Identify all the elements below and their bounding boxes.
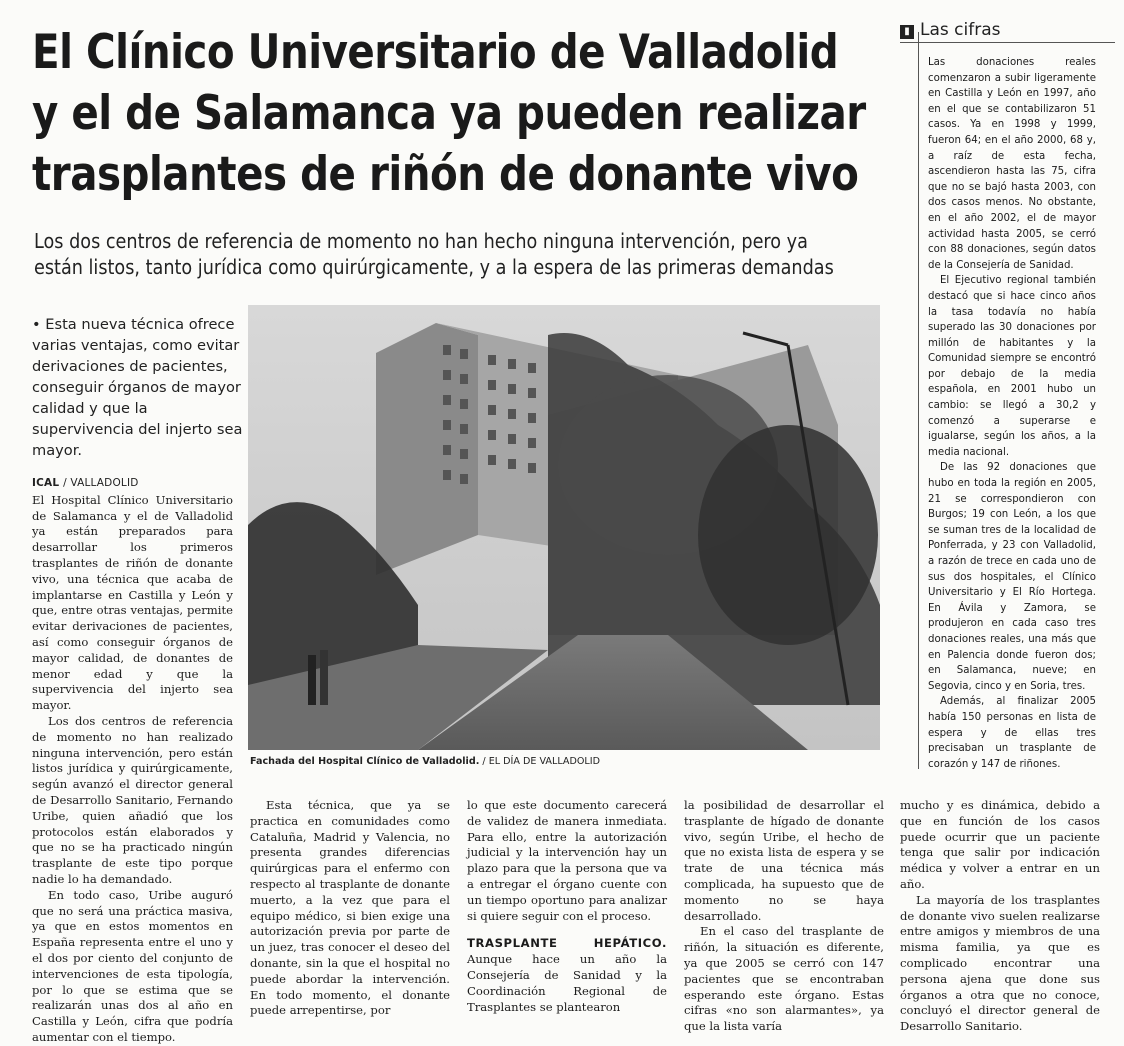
byline-location: / VALLADOLID	[63, 477, 139, 489]
subtitle-line: Los dos centros de referencia de momento no han hecho ninguna intervención, pero ya	[34, 229, 808, 253]
headline	[32, 22, 892, 205]
sidebar-paragraph: Las donaciones reales comenzaron a subir ligeramente en Castilla y León en 1997, año en el que se contabilizaron 51 casos. Ya en 1998 y 1999, fueron 64; en el año 2000, 68 y, a raíz de esta fecha, ascendieron hasta las 75, cifra que no se bajó hasta 2003, con dos casos menos. No obstante, en el año 2002, el de mayor actividad hasta 2005, se cerró con 88 donaciones, según datos de la Consejería de Sanidad.	[928, 57, 1096, 271]
paragraph: La mayoría de los trasplantes de donante vivo suelen realizarse entre amigos y miembros de una misma familia, ya que es complicado encontrar una persona ajena que done sus órganos a otra que no conoce, concluyó el director general de Desarrollo Sanitario.	[900, 892, 1100, 1034]
sidebar-paragraph: Además, al finalizar 2005 había 150 personas en lista de espera y de ellas tres precisaban un trasplante de corazón y 147 de riñones.	[928, 696, 1096, 770]
article-column-4	[684, 798, 884, 1035]
sidebar-divider	[918, 32, 919, 769]
caption-text: Fachada del Hospital Clínico de Valladolid.	[250, 756, 480, 767]
paragraph: mucho y es dinámica, debido a que en función de los casos puede ocurrir que un paciente tenga que salir por indicación médica y volver a entrar en un año.	[900, 798, 1100, 891]
sidebar-figures	[928, 55, 1096, 772]
headline-line: El Clínico Universitario de Valladolid	[32, 25, 839, 80]
article-column-2	[250, 798, 450, 1019]
hospital-photo	[248, 305, 880, 750]
sidebar-title: Las cifras	[920, 20, 1001, 40]
paragraph: Los dos centros de referencia de momento no han realizado ninguna intervención, pero están listos jurídica y quirúrgicamente, según avanzó el director general de Desarrollo Sanitario, Fernando Uribe, quien añadió que los protocolos están elaborados y que no se ha practicado ningún trasplante de este tipo porque nadie lo ha demandado.	[32, 713, 233, 886]
subtitle	[34, 228, 894, 280]
headline-line: y el de Salamanca ya pueden realizar	[32, 86, 866, 141]
paragraph: la posibilidad de desarrollar el trasplante de hígado de donante vivo, según Uribe, el hecho de que no exista lista de espera y se trate de una técnica más complicada, ha supuesto que de momento no se haya desarrollado.	[684, 798, 884, 923]
headline-line: trasplantes de riñón de donante vivo	[32, 147, 859, 202]
paragraph: El Hospital Clínico Universitario de Salamanca y el de Valladolid ya están preparados para desarrollar los primeros trasplantes de riñón de donante vivo, una técnica que acaba de implantarse en Castilla y León y que, entre otras ventajas, permite evitar derivaciones de pacientes, así como conseguir órganos de mayor calidad, de donantes de menor edad y que la supervivencia del injerto sea mayor.	[32, 492, 233, 713]
paragraph: Esta técnica, que ya se practica en comunidades como Cataluña, Madrid y Valencia, no presenta grandes diferencias quirúrgicas para el enfermo con respecto al trasplante de donante muerto, a la vez que para el equipo médico, si bien exige una autorización previa por parte de un juez, tras conocer el deseo del donante, sin la que el hospital no puede abordar la intervención. En todo momento, el donante puede arrepentirse, por	[250, 798, 450, 1018]
byline	[32, 476, 233, 492]
section-heading: TRASPLANTE HEPÁTICO.	[467, 936, 667, 951]
summary-highlight: • Esta nueva técnica ofrece varias ventajas, como evitar derivaciones de pacientes, conseguir órganos de mayor calidad y que la supervivencia del injerto sea mayor.	[32, 316, 243, 459]
section-paragraph	[467, 936, 667, 1015]
article-column-5	[900, 798, 1100, 1035]
byline-agency: ICAL	[32, 477, 60, 489]
photo-caption	[250, 756, 890, 767]
paragraph: En todo caso, Uribe auguró que no será una práctica masiva, ya que en estos momentos en España representa entre el uno y el dos por ciento del conjunto de intervenciones de esta tipología, por lo que se estima que se realizarán unas dos al año en Castilla y León, cifra que podría aumentar con el tiempo.	[32, 887, 233, 1044]
paragraph: lo que este documento carecerá de validez de manera inmediata. Para ello, entre la autorización judicial y la intervención hay un plazo para que la persona que va a entregar el órgano cuente con un tiempo oportuno para analizar si quiere seguir con el proceso.	[467, 798, 667, 923]
photo-credit: / EL DÍA DE VALLADOLID	[482, 756, 600, 767]
hospital-building-image	[248, 305, 880, 750]
sidebar-header	[900, 20, 1115, 43]
article-column-1	[32, 476, 233, 1046]
sidebar-paragraph: El Ejecutivo regional también destacó que si hace cinco años la tasa todavía no había superado las 30 donaciones por millón de habitantes y la Comunidad siempre se encontró por debajo de la media española, en 2001 hubo un cambio: se llegó a 30,2 y comenzó a superarse e igualarse, según los años, a la media nacional.	[928, 275, 1096, 458]
paragraph: En el caso del trasplante de riñón, la situación es diferente, ya que 2005 se cerró con 147 pacientes que se encontraban esperando este órgano. Estas cifras «no son alarmantes», ya que la lista varía	[684, 924, 884, 1034]
section-text: Aunque hace un año la Consejería de Sanidad y la Coordinación Regional de Trasplantes se plantearon	[467, 952, 667, 1014]
article-column-3	[467, 798, 667, 1015]
subtitle-line: están listos, tanto jurídica como quirúrgicamente, y a la espera de las primeras demandas	[34, 255, 834, 279]
chart-icon: ▮	[900, 25, 914, 39]
sidebar-paragraph: De las 92 donaciones que hubo en toda la región en 2005, 21 se correspondieron con Burgos; 19 con León, a los que se suman tres de la localidad de Ponferrada, y 23 con Valladolid, a razón de trece en cada uno de sus dos hospitales, el Clínico Universitario y El Río Hortega. En Ávila y Zamora, se produjeron en cada caso tres donaciones reales, una más que en Palencia donde fueron dos; en Salamanca, nueve; en Segovia, cinco y en Soria, tres.	[928, 462, 1096, 692]
